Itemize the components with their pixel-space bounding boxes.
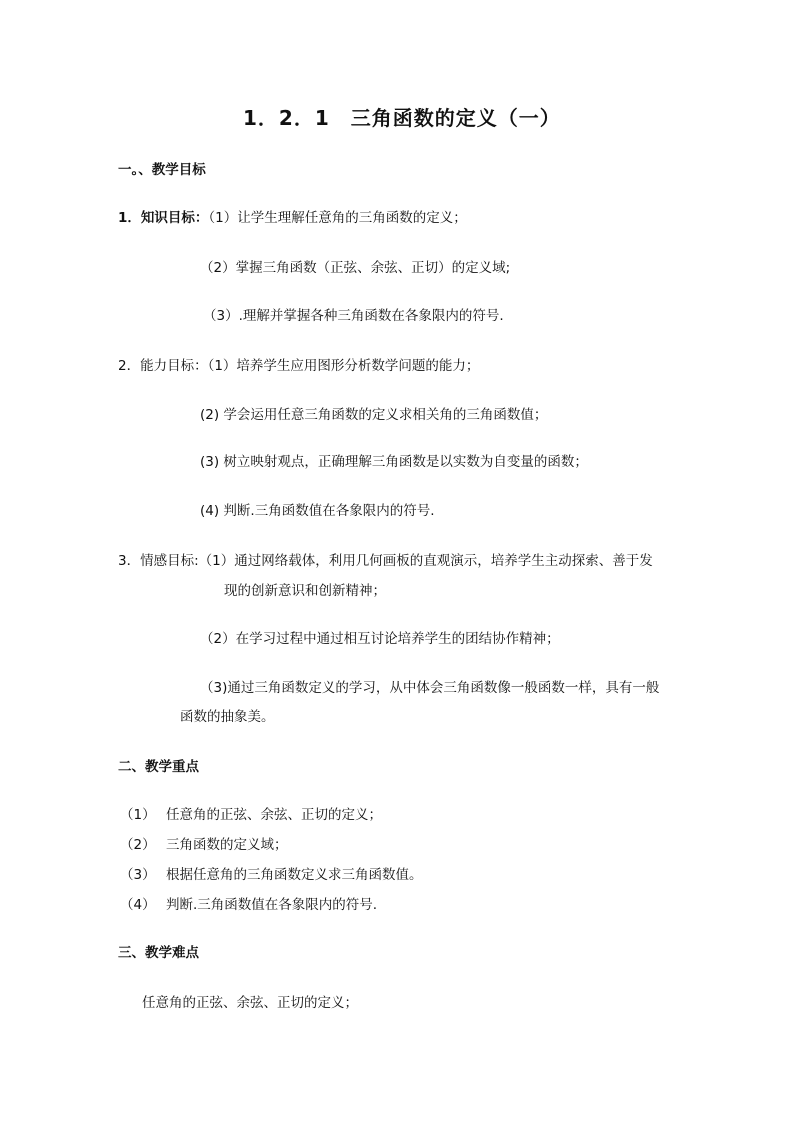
objective-text: （1）让学生理解任意角的三角函数的定义； (208, 210, 467, 226)
emotion-label: 3．情感目标: (118, 553, 199, 569)
item-text: 根据任意角的三角函数定义求三角函数值。 (166, 867, 423, 883)
item-text: 三角函数的定义域； (166, 837, 288, 853)
key-point-item (120, 836, 288, 854)
knowledge-label: 1．知识目标： (118, 210, 209, 226)
section-heading-difficulties: 三、教学难点 (118, 945, 199, 961)
knowledge-objective-3: （3）.理解并掌握各种三角函数在各象限内的符号. (203, 308, 504, 324)
emotion-objective-3-cont: 函数的抽象美。 (180, 709, 275, 725)
difficulty-text: 任意角的正弦、余弦、正切的定义； (142, 995, 358, 1011)
item-number: （4） (120, 897, 156, 913)
key-point-item (120, 896, 377, 914)
page-title: 1．2．1 三角函数的定义（一） (243, 106, 561, 130)
ability-objective-3: (3) 树立映射观点，正确理解三角函数是以实数为自变量的函数； (200, 454, 588, 470)
section-heading-objectives: 一。、教学目标 (118, 162, 206, 178)
key-point-item (120, 866, 423, 884)
section-heading-key-points: 二、教学重点 (118, 759, 199, 775)
item-text: 判断.三角函数值在各象限内的符号. (166, 897, 378, 913)
ability-objective-2: (2) 学会运用任意三角函数的定义求相关角的三角函数值； (200, 407, 548, 423)
item-number: （3） (120, 867, 156, 883)
ability-objective-1 (118, 357, 479, 375)
ability-label: 2．能力目标： (118, 358, 208, 374)
item-number: （2） (120, 837, 156, 853)
knowledge-objective-2: （2）掌握三角函数（正弦、余弦、正切）的定义域; (200, 260, 511, 276)
emotion-objective-1 (118, 552, 653, 570)
knowledge-objective-1 (118, 209, 467, 227)
item-number: （1） (120, 807, 156, 823)
item-text: 任意角的正弦、余弦、正切的定义； (166, 807, 382, 823)
emotion-objective-2: （2）在学习过程中通过相互讨论培养学生的团结协作精神； (200, 631, 560, 647)
emotion-objective-3: （3)通过三角函数定义的学习，从中体会三角函数像一般函数一样，具有一般 (200, 680, 660, 696)
objective-text: （1）培养学生应用图形分析数学问题的能力； (207, 358, 480, 374)
objective-text: （1）通过网络载体，利用几何画板的直观演示，培养学生主动探索、善于发 (198, 553, 653, 569)
ability-objective-4: (4) 判断.三角函数值在各象限内的符号. (200, 503, 435, 519)
key-point-item (120, 806, 382, 824)
emotion-objective-1-cont: 现的创新意识和创新精神； (224, 583, 386, 599)
